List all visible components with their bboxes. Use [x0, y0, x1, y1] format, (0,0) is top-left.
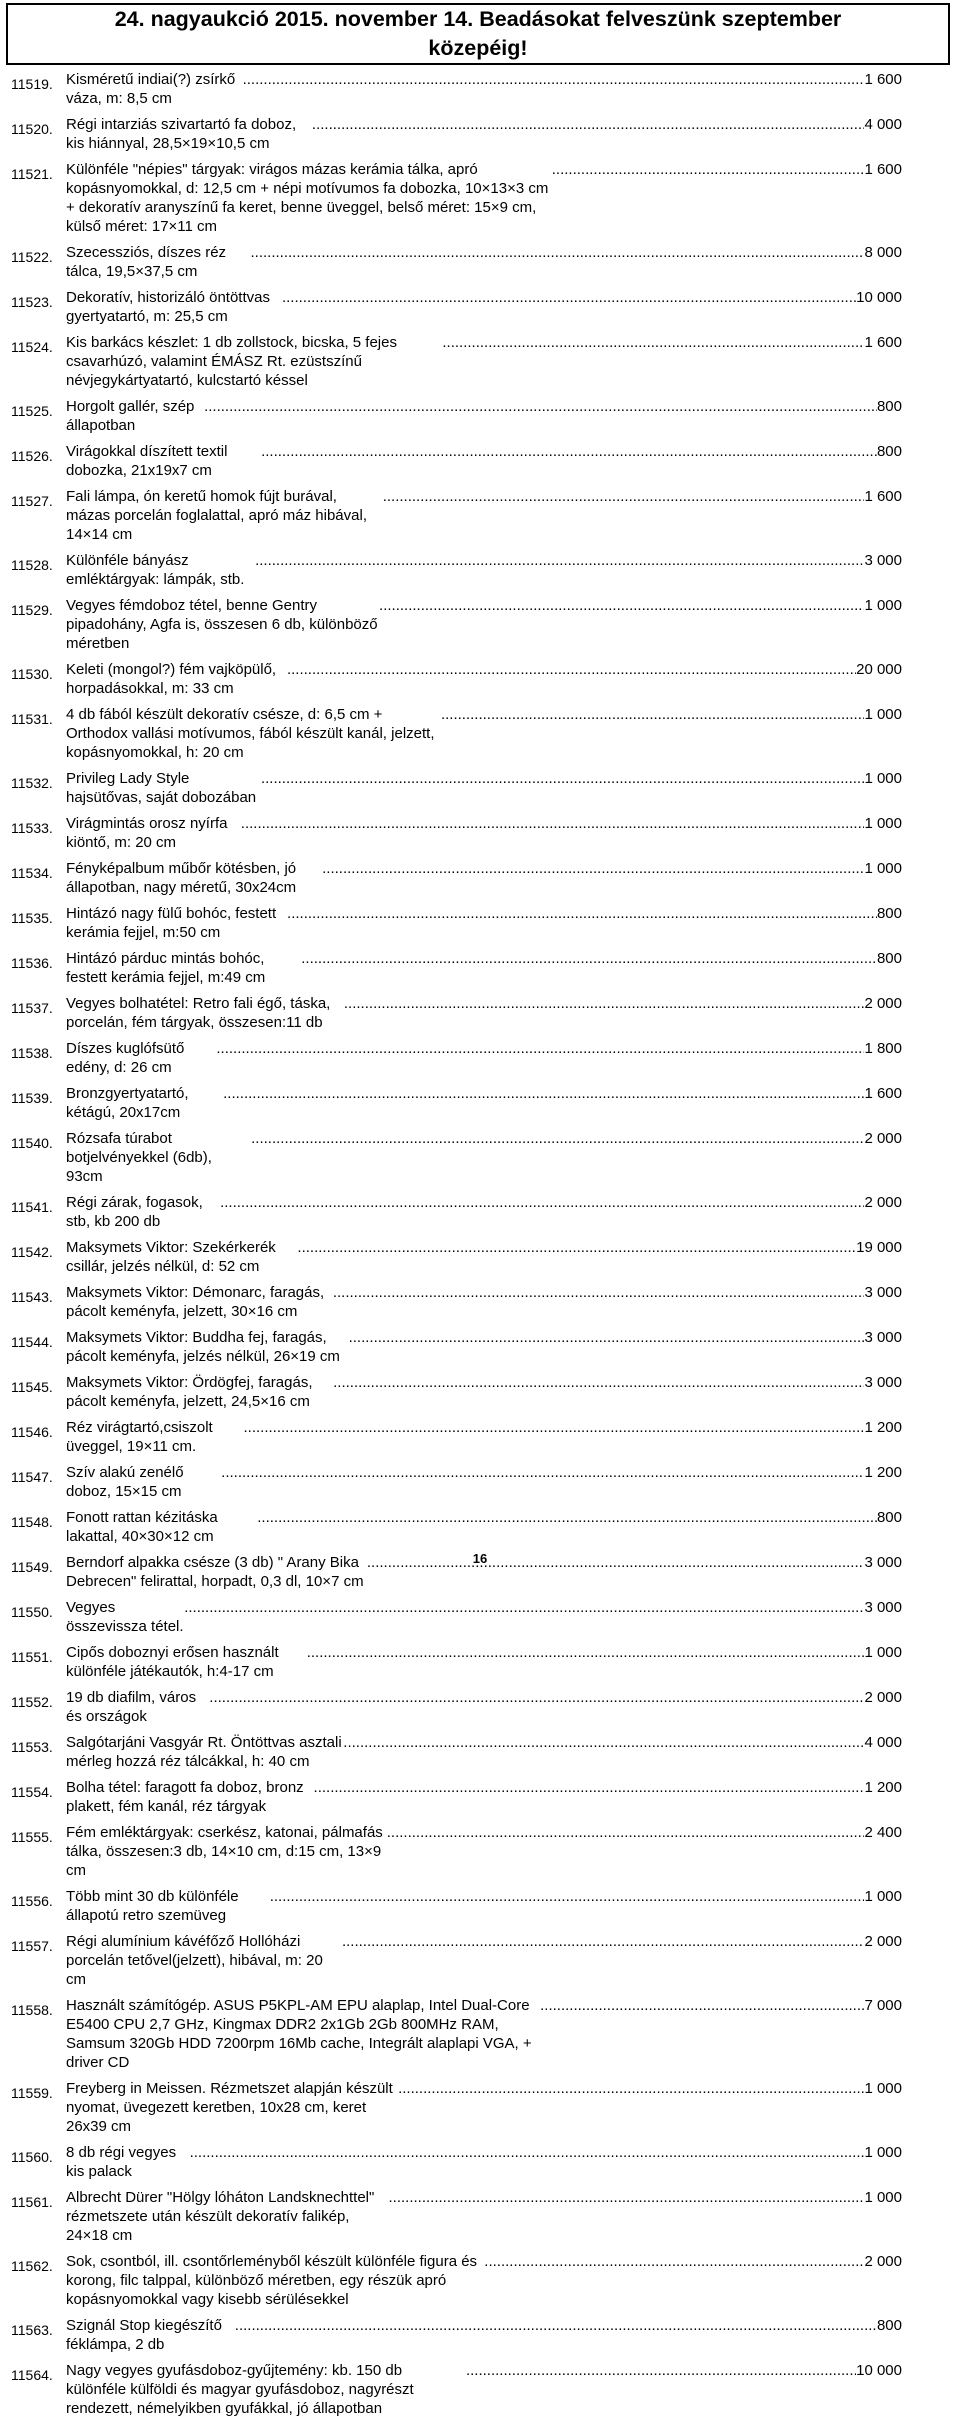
lot-description: Kisméretű indiai(?) zsírkő váza, m: 8,5 cm	[66, 71, 236, 107]
lot-line	[66, 814, 902, 852]
auction-item	[0, 1418, 960, 1456]
dot-leader	[484, 2252, 864, 2271]
lot-line	[66, 1887, 902, 1925]
auction-item	[0, 1328, 960, 1366]
lot-price: 3 000	[864, 552, 902, 569]
lot-number: 11527.	[11, 493, 53, 509]
dot-leader	[398, 2079, 864, 2098]
lot-description: Szecessziós, díszes réz tálca, 19,5×37,5 cm	[66, 244, 227, 280]
lot-number: 11563.	[11, 2322, 53, 2338]
auction-title-line-2: közepéig!	[428, 36, 528, 60]
lot-line	[66, 1508, 902, 1546]
lot-price: 3 000	[864, 1554, 902, 1571]
dot-leader	[270, 1887, 865, 1906]
dot-leader	[383, 487, 865, 506]
dot-leader	[297, 1238, 856, 1257]
lot-number: 11526.	[11, 448, 53, 464]
lot-price: 800	[876, 950, 902, 967]
lot-line	[66, 596, 902, 653]
dot-leader	[307, 1643, 865, 1662]
auction-item	[0, 1996, 960, 2072]
lot-description: Régi intarziás szivartartó fa doboz, kis hiánnyal, 28,5×19×10,5 cm	[66, 116, 297, 152]
lot-line	[66, 397, 902, 435]
lot-line	[66, 1598, 902, 1636]
auction-item	[0, 288, 960, 326]
lot-line	[66, 2252, 902, 2309]
dot-leader	[343, 1733, 864, 1752]
auction-title-box	[6, 3, 950, 65]
lot-price: 20 000	[856, 661, 902, 678]
lot-price: 1 000	[864, 770, 902, 787]
dot-leader	[349, 1328, 865, 1347]
dot-leader	[387, 1823, 865, 1842]
lot-line	[66, 115, 902, 153]
lot-description: Díszes kuglófsütő edény, d: 26 cm	[66, 1040, 185, 1076]
dot-leader	[261, 769, 865, 788]
lot-description: Maksymets Viktor: Démonarc, faragás, pácolt keményfa, jelzett, 30×16 cm	[66, 1284, 325, 1320]
auction-item	[0, 1129, 960, 1186]
lot-number: 11556.	[11, 1893, 53, 1909]
lot-price: 2 000	[864, 2253, 902, 2270]
lot-number: 11521.	[11, 166, 53, 182]
lot-line	[66, 288, 902, 326]
lot-description: Vegyes bolhatétel: Retro fali égő, táska, porcelán, fém tárgyak, összesen:11 db	[66, 995, 331, 1031]
lot-number: 11548.	[11, 1514, 53, 1530]
lot-description: Virágmintás orosz nyírfa kiöntő, m: 20 cm	[66, 815, 228, 851]
lot-description: Régi zárak, fogasok, stb, kb 200 db	[66, 1194, 203, 1230]
lot-number: 11557.	[11, 1938, 53, 1954]
lot-description: Berndorf alpakka csésze (3 db) " Arany Bika Debrecen" felirattal, horpadt, 0,3 dl, 10×7 cm	[66, 1554, 364, 1590]
lot-description: Keleti (mongol?) fém vajköpülő, horpadásokkal, m: 33 cm	[66, 661, 277, 697]
auction-item	[0, 596, 960, 653]
dot-leader	[342, 1932, 865, 1951]
lot-price: 1 000	[864, 2144, 902, 2161]
lot-line	[66, 1373, 902, 1411]
lot-description: Fényképalbum műbőr kötésben, jó állapotban, nagy méretű, 30x24cm	[66, 860, 297, 896]
auction-item	[0, 1373, 960, 1411]
dot-leader	[287, 904, 877, 923]
dot-leader	[379, 596, 864, 615]
lot-line	[66, 1328, 902, 1366]
lot-price: 10 000	[856, 2362, 902, 2379]
lot-description: Hintázó párduc mintás bohóc, festett kerámia fejjel, m:49 cm	[66, 950, 266, 986]
lot-number: 11561.	[11, 2194, 53, 2210]
lot-description: Vegyes összevissza tétel.	[66, 1599, 184, 1635]
lot-description: Használt számítógép. ASUS P5KPL-AM EPU alaplap, Intel Dual-Core E5400 CPU 2,7 GHz, Kingmax DDR2 2x1Gb 2Gb 800MHz RAM, Samsum 320Gb HDD 7200rpm 16Mb cache, Integrált alaplapi VGA, + driver CD	[66, 1997, 532, 2071]
lot-description: Szív alakú zenélő doboz, 15×15 cm	[66, 1464, 184, 1500]
lot-description: Salgótarjáni Vasgyár Rt. Öntöttvas asztali mérleg hozzá réz tálcákkal, h: 40 cm	[66, 1734, 342, 1770]
lot-price: 2 000	[864, 1689, 902, 1706]
dot-leader	[184, 1598, 864, 1617]
lot-line	[66, 1418, 902, 1456]
dot-leader	[282, 288, 856, 307]
lot-price: 3 000	[864, 1374, 902, 1391]
lot-line	[66, 70, 902, 108]
lot-number: 11532.	[11, 775, 53, 791]
lot-price: 8 000	[864, 244, 902, 261]
auction-item	[0, 1688, 960, 1726]
lot-line	[66, 1688, 902, 1726]
auction-item	[0, 1508, 960, 1546]
auction-item	[0, 1283, 960, 1321]
lot-line	[66, 333, 902, 390]
lot-price: 1 000	[864, 706, 902, 723]
lot-price: 10 000	[856, 289, 902, 306]
lot-line	[66, 904, 902, 942]
auction-item	[0, 2252, 960, 2309]
lot-description: Fonott rattan kézitáska lakattal, 40×30×12 cm	[66, 1509, 218, 1545]
lot-price: 800	[876, 1509, 902, 1526]
auction-item	[0, 705, 960, 762]
lot-description: Freyberg in Meissen. Rézmetszet alapján készült nyomat, üvegezett keretben, 10x28 cm, keret 26x39 cm	[66, 2080, 393, 2135]
lot-line	[66, 1643, 902, 1681]
auction-item	[0, 994, 960, 1032]
auction-item	[0, 1887, 960, 1925]
page-number: 16	[472, 1551, 488, 1566]
dot-leader	[216, 1039, 864, 1058]
lot-number: 11542.	[11, 1244, 53, 1260]
lot-line	[66, 859, 902, 897]
lot-line	[66, 2079, 902, 2136]
lot-price: 800	[876, 905, 902, 922]
auction-item	[0, 243, 960, 281]
lot-line	[66, 1129, 902, 1186]
lot-number: 11533.	[11, 820, 53, 836]
lot-description: Vegyes fémdoboz tétel, benne Gentry pipadohány, Agfa is, összesen 6 db, különböző méretben	[66, 597, 378, 652]
auction-item	[0, 2316, 960, 2354]
auction-item	[0, 1463, 960, 1501]
lot-price: 2 000	[864, 1194, 902, 1211]
lot-number: 11531.	[11, 711, 53, 727]
lot-price: 1 600	[864, 488, 902, 505]
lot-price: 2 000	[864, 1130, 902, 1147]
auction-item	[0, 904, 960, 942]
lot-price: 1 200	[864, 1419, 902, 1436]
lot-number: 11530.	[11, 666, 53, 682]
lot-number: 11545.	[11, 1379, 53, 1395]
auction-item	[0, 2079, 960, 2136]
dot-leader	[251, 1129, 864, 1148]
lot-description: Kis barkács készlet: 1 db zollstock, bicska, 5 fejes csavarhúzó, valamint ÉMÁSZ Rt. ezüstszínű névjegykártyatartó, kulcstartó késsel	[66, 334, 397, 389]
lot-price: 800	[876, 443, 902, 460]
auction-item	[0, 2361, 960, 2418]
lot-description: Privileg Lady Style hajsütővas, saját dobozában	[66, 770, 257, 806]
lot-price: 1 000	[864, 1644, 902, 1661]
dot-leader	[261, 442, 877, 461]
lot-description: Horgolt gallér, szép állapotban	[66, 398, 195, 434]
lot-description: Bronzgyertyatartó, kétágú, 20x17cm	[66, 1085, 189, 1121]
lot-number: 11522.	[11, 249, 53, 265]
lot-price: 1 000	[864, 2080, 902, 2097]
auction-item	[0, 769, 960, 807]
lot-description: 19 db diafilm, város és országok	[66, 1689, 197, 1725]
auction-item	[0, 397, 960, 435]
lot-line	[66, 949, 902, 987]
lot-number: 11536.	[11, 955, 53, 971]
lot-line	[66, 1932, 902, 1989]
lot-line	[66, 2188, 902, 2245]
auction-item	[0, 1823, 960, 1880]
lot-line	[66, 2316, 902, 2354]
lot-line	[66, 1238, 902, 1276]
lot-number: 11523.	[11, 294, 53, 310]
lot-line	[66, 1778, 902, 1816]
dot-leader	[333, 1373, 864, 1392]
auction-item	[0, 70, 960, 108]
lot-price: 3 000	[864, 1284, 902, 1301]
auction-item	[0, 1643, 960, 1681]
dot-leader	[442, 333, 864, 352]
lot-number: 11544.	[11, 1334, 53, 1350]
lot-description: Bolha tétel: faragott fa doboz, bronz plakett, fém kanál, réz tárgyak	[66, 1779, 304, 1815]
lot-number: 11551.	[11, 1649, 53, 1665]
dot-leader	[540, 1996, 864, 2015]
auction-item	[0, 1238, 960, 1276]
lot-number: 11537.	[11, 1000, 53, 1016]
auction-item	[0, 333, 960, 390]
lot-description: Maksymets Viktor: Buddha fej, faragás, pácolt keményfa, jelzés nélkül, 26×19 cm	[66, 1329, 340, 1365]
lot-number: 11534.	[11, 865, 53, 881]
lot-line	[66, 2361, 902, 2418]
lot-number: 11538.	[11, 1045, 53, 1061]
lot-price: 1 200	[864, 1464, 902, 1481]
lot-description: Réz virágtartó,csiszolt üveggel, 19×11 cm.	[66, 1419, 213, 1455]
auction-item	[0, 949, 960, 987]
lot-description: Maksymets Viktor: Szekérkerék csillár, jelzés nélkül, d: 52 cm	[66, 1239, 276, 1275]
lot-number: 11535.	[11, 910, 53, 926]
dot-leader	[287, 660, 856, 679]
auction-item	[0, 551, 960, 589]
lot-description: 4 db fából készült dekoratív csésze, d: 6,5 cm + Orthodox vallási motívumos, fából készült kanál, jelzett, kopásnyomokkal, h: 20 cm	[66, 706, 435, 761]
lot-description: Különféle "népies" tárgyak: virágos mázas kerámia tálka, apró kopásnyomokkal, d: 12,5 cm + népi motívumos fa dobozka, 10×13×3 cm + dekoratív aranyszínű fa keret, benne üveggel, belső méret: 15×9 cm, külső méret: 17×11 cm	[66, 161, 549, 235]
auction-item	[0, 1778, 960, 1816]
lot-line	[66, 1193, 902, 1231]
dot-leader	[312, 115, 865, 134]
lot-line	[66, 660, 902, 698]
lot-description: 8 db régi vegyes kis palack	[66, 2144, 177, 2180]
dot-leader	[241, 814, 865, 833]
lot-number: 11554.	[11, 1784, 53, 1800]
lot-number: 11543.	[11, 1289, 53, 1305]
dot-leader	[255, 551, 864, 570]
lot-description: Albrecht Dürer "Hölgy lóháton Landsknechttel" rézmetszete után készült dekoratív falikép, 24×18 cm	[66, 2189, 375, 2244]
lot-price: 1 200	[864, 1779, 902, 1796]
auction-item	[0, 1039, 960, 1077]
dot-leader	[235, 2316, 877, 2335]
lot-number: 11550.	[11, 1604, 53, 1620]
lot-number: 11540.	[11, 1135, 53, 1151]
lot-price: 19 000	[856, 1239, 902, 1256]
lot-number: 11528.	[11, 557, 53, 573]
dot-leader	[251, 243, 865, 262]
dot-leader	[243, 70, 865, 89]
lot-number: 11558.	[11, 2002, 53, 2018]
auction-item	[0, 814, 960, 852]
lot-description: Virágokkal díszített textil dobozka, 21x19x7 cm	[66, 443, 228, 479]
auction-item-list	[0, 70, 960, 2425]
lot-number: 11525.	[11, 403, 53, 419]
lot-number: 11524.	[11, 339, 53, 355]
lot-price: 4 000	[864, 1734, 902, 1751]
lot-price: 2 000	[864, 1933, 902, 1950]
lot-line	[66, 769, 902, 807]
lot-line	[66, 243, 902, 281]
lot-price: 1 600	[864, 71, 902, 88]
lot-price: 1 000	[864, 2189, 902, 2206]
lot-price: 4 000	[864, 116, 902, 133]
lot-number: 11547.	[11, 1469, 53, 1485]
lot-price: 1 800	[864, 1040, 902, 1057]
lot-price: 2 400	[864, 1824, 902, 1841]
lot-line	[66, 160, 902, 236]
auction-item	[0, 1932, 960, 1989]
dot-leader	[314, 1778, 865, 1797]
dot-leader	[552, 160, 865, 179]
dot-leader	[441, 705, 864, 724]
lot-line	[66, 994, 902, 1032]
auction-item	[0, 660, 960, 698]
auction-item	[0, 115, 960, 153]
lot-line	[66, 1084, 902, 1122]
lot-number: 11552.	[11, 1694, 53, 1710]
lot-description: Sok, csontból, ill. csontőrleményből készült különféle figura és korong, filc talppal, különböző méretben, egy részük apró kopásnyomokkal vagy kisebb sérülésekkel	[66, 2253, 478, 2308]
lot-description: Fali lámpa, ón keretű homok fújt burával, mázas porcelán foglalattal, apró máz hibával, 14×14 cm	[66, 488, 367, 543]
dot-leader	[221, 1463, 864, 1482]
lot-line	[66, 1283, 902, 1321]
dot-leader	[389, 2188, 865, 2207]
lot-price: 3 000	[864, 1599, 902, 1616]
lot-line	[66, 1039, 902, 1077]
lot-line	[66, 1733, 902, 1771]
lot-number: 11541.	[11, 1199, 53, 1215]
lot-description: Rózsafa túrabot botjelvényekkel (6db), 93cm	[66, 1130, 212, 1185]
lot-price: 800	[876, 2317, 902, 2334]
lot-price: 1 000	[864, 1888, 902, 1905]
lot-number: 11555.	[11, 1829, 53, 1845]
lot-description: Különféle bányász emléktárgyak: lámpák, stb.	[66, 552, 245, 588]
lot-number: 11519.	[11, 76, 53, 92]
lot-price: 1 000	[864, 860, 902, 877]
lot-price: 1 000	[864, 815, 902, 832]
lot-number: 11559.	[11, 2085, 53, 2101]
lot-line	[66, 705, 902, 762]
lot-number: 11520.	[11, 121, 53, 137]
auction-item	[0, 487, 960, 544]
lot-description: Hintázó nagy fülű bohóc, festett kerámia fejjel, m:50 cm	[66, 905, 277, 941]
lot-price: 3 000	[864, 1329, 902, 1346]
lot-line	[66, 487, 902, 544]
dot-leader	[190, 2143, 865, 2162]
lot-description: Dekoratív, historizáló öntöttvas gyertyatartó, m: 25,5 cm	[66, 289, 270, 325]
lot-price: 1 000	[864, 597, 902, 614]
auction-item	[0, 1084, 960, 1122]
lot-line	[66, 551, 902, 589]
dot-leader	[344, 994, 865, 1013]
dot-leader	[301, 949, 877, 968]
lot-price: 800	[876, 398, 902, 415]
lot-price: 2 000	[864, 995, 902, 1012]
lot-line	[66, 442, 902, 480]
auction-item	[0, 160, 960, 236]
lot-line	[66, 1996, 902, 2072]
lot-price: 1 600	[864, 1085, 902, 1102]
lot-price: 1 600	[864, 334, 902, 351]
dot-leader	[204, 397, 877, 416]
lot-number: 11564.	[11, 2367, 53, 2383]
auction-title-line-1: 24. nagyaukció 2015. november 14. Beadásokat felveszünk szeptember	[114, 7, 842, 31]
dot-leader	[333, 1283, 865, 1302]
lot-line	[66, 1463, 902, 1501]
lot-description: Régi alumínium kávéfőző Hollóházi porcelán tetővel(jelzett), hibával, m: 20 cm	[66, 1933, 323, 1988]
lot-description: Szignál Stop kiegészítő féklámpa, 2 db	[66, 2317, 222, 2353]
auction-item	[0, 442, 960, 480]
lot-number: 11549.	[11, 1559, 53, 1575]
lot-description: Több mint 30 db különféle állapotú retro szemüveg	[66, 1888, 239, 1924]
dot-leader	[220, 1193, 864, 1212]
lot-number: 11529.	[11, 602, 53, 618]
lot-number: 11560.	[11, 2149, 53, 2165]
dot-leader	[223, 1084, 864, 1103]
lot-description: Cipős doboznyi erősen használt különféle játékautók, h:4-17 cm	[66, 1644, 279, 1680]
lot-number: 11553.	[11, 1739, 53, 1755]
auction-item	[0, 1598, 960, 1636]
auction-item	[0, 1193, 960, 1231]
lot-line	[66, 1823, 902, 1880]
lot-price: 7 000	[864, 1997, 902, 2014]
dot-leader	[243, 1418, 864, 1437]
dot-leader	[466, 2361, 856, 2380]
dot-leader	[209, 1688, 864, 1707]
dot-leader	[257, 1508, 877, 1527]
lot-number: 11562.	[11, 2258, 53, 2274]
lot-description: Nagy vegyes gyufásdoboz-gyűjtemény: kb. 150 db különféle külföldi és magyar gyufásdoboz, nagyrészt rendezett, némelyikben gyufákkal, jó állapotban	[66, 2362, 414, 2417]
dot-leader	[322, 859, 864, 878]
lot-description: Maksymets Viktor: Ördögfej, faragás, pácolt keményfa, jelzett, 24,5×16 cm	[66, 1374, 313, 1410]
lot-number: 11539.	[11, 1090, 53, 1106]
lot-description: Fém emléktárgyak: cserkész, katonai, pálmafás tálka, összesen:3 db, 14×10 cm, d:15 cm, 13×9 cm	[66, 1824, 383, 1879]
lot-line	[66, 2143, 902, 2181]
auction-item	[0, 1733, 960, 1771]
auction-item	[0, 2143, 960, 2181]
auction-item	[0, 859, 960, 897]
lot-number: 11546.	[11, 1424, 53, 1440]
auction-item	[0, 2188, 960, 2245]
lot-price: 1 600	[864, 161, 902, 178]
